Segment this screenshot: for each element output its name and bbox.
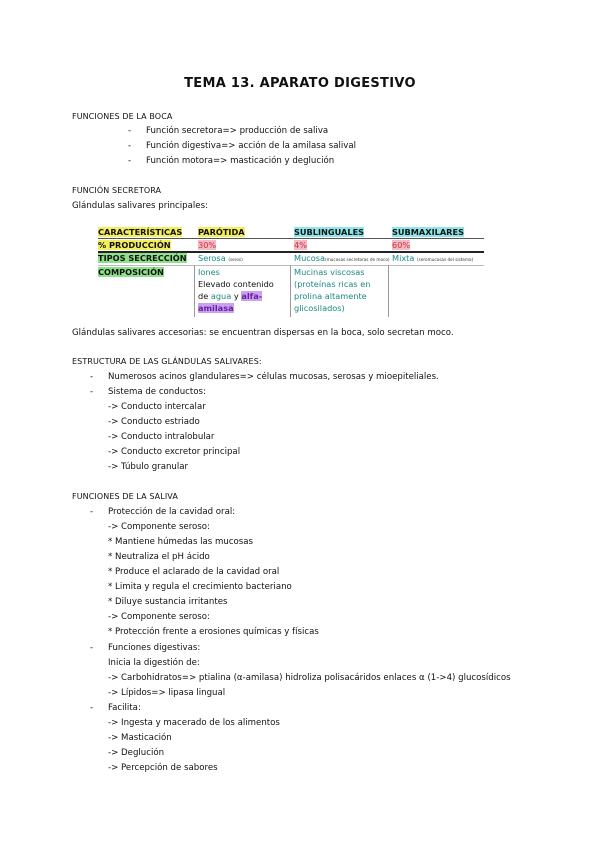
table-rule xyxy=(98,238,484,239)
bullet-dash: - xyxy=(90,703,94,713)
table-cell: de xyxy=(198,291,209,301)
table-note: (mucosas secretoras de moco) xyxy=(325,257,390,262)
proteccion-item: -> Componente seroso: xyxy=(108,522,210,532)
table-cell: 60% xyxy=(392,240,411,250)
table-row-label: CARACTERÍSTICAS xyxy=(98,227,183,237)
table-cell: Mucosa xyxy=(294,253,326,263)
table-cell: (proteínas ricas en xyxy=(294,279,371,289)
digestivas-item: -> Carbohidratos=> ptialina (α-amilasa) hidroliza polisacáridos enlaces α (1->4) glucosídicos xyxy=(108,673,511,683)
table-row-label: % PRODUCCIÓN xyxy=(98,240,171,250)
table-cell: glicosilados) xyxy=(294,303,345,313)
table-cell: prolina altamente xyxy=(294,291,367,301)
table-col-header: SUBMAXILARES xyxy=(392,227,464,237)
table-col-header: SUBLINGUALES xyxy=(294,227,365,237)
table-cell: alfa- xyxy=(241,291,263,301)
section-heading-secretora: FUNCIÓN SECRETORA xyxy=(72,186,162,195)
bullet-dash: - xyxy=(90,372,94,382)
table-cell: amilasa xyxy=(198,303,234,313)
table-row-label: TIPOS SECRECCIÓN xyxy=(98,253,187,263)
table-row-label: COMPOSICIÓN xyxy=(98,267,164,277)
conducto-item: -> Conducto intralobular xyxy=(108,432,215,442)
table-cell: Iones xyxy=(198,267,220,277)
proteccion-item: * Produce el aclarado de la cavidad oral xyxy=(108,567,280,577)
conducto-item: -> Conducto intercalar xyxy=(108,402,206,412)
facilita-item: -> Ingesta y macerado de los alimentos xyxy=(108,718,280,728)
page-title: TEMA 13. APARATO DIGESTIVO xyxy=(184,76,416,91)
table-cell: Serosa xyxy=(198,253,226,263)
proteccion-item: * Limita y regula el crecimiento bacteriano xyxy=(108,582,292,592)
bullet-dash: - xyxy=(128,141,132,151)
proteccion-item: * Diluye sustancia irritantes xyxy=(108,597,228,607)
conducto-item: -> Conducto estriado xyxy=(108,417,200,427)
boca-item: Función motora=> masticación y deglución xyxy=(146,156,335,166)
table-vrule xyxy=(194,265,195,317)
saliva-subsection: Protección de la cavidad oral: xyxy=(108,507,236,517)
table-cell: Mixta xyxy=(392,253,415,263)
bullet-dash: - xyxy=(90,387,94,397)
table-cell: 4% xyxy=(294,240,307,250)
table-cell: agua xyxy=(210,291,232,301)
table-rule xyxy=(98,265,484,266)
proteccion-item: * Protección frente a erosiones químicas y físicas xyxy=(108,627,319,637)
digestivas-item: -> Lípidos=> lipasa lingual xyxy=(108,688,226,698)
proteccion-item: * Mantiene húmedas las mucosas xyxy=(108,537,254,547)
section-heading-saliva: FUNCIONES DE LA SALIVA xyxy=(72,492,178,501)
conducto-item: -> Conducto excretor principal xyxy=(108,447,241,457)
facilita-item: -> Deglución xyxy=(108,748,165,758)
subheading-glandulas: Glándulas salivares principales: xyxy=(72,201,208,211)
estructura-item: Numerosos acinos glandulares=> células mucosas, serosas y mioepiteliales. xyxy=(108,372,439,382)
estructura-item: Sistema de conductos: xyxy=(108,387,206,397)
table-cell: Mucinas viscosas xyxy=(294,267,365,277)
bullet-dash: - xyxy=(90,507,94,517)
section-heading-boca: FUNCIONES DE LA BOCA xyxy=(72,112,173,121)
saliva-subsection: Funciones digestivas: xyxy=(108,643,201,653)
bullet-dash: - xyxy=(90,643,94,653)
accesorias-text: Glándulas salivares accesorias: se encuentran dispersas en la boca, solo secretan moco. xyxy=(72,328,454,338)
table-note: (seros) xyxy=(228,257,243,262)
saliva-subsection: Facilita: xyxy=(108,703,141,713)
table-note: (seromucosas del sistema) xyxy=(417,257,474,262)
facilita-item: -> Masticación xyxy=(108,733,172,743)
table-cell: y xyxy=(233,291,239,301)
facilita-item: -> Percepción de sabores xyxy=(108,763,218,773)
boca-item: Función secretora=> producción de saliva xyxy=(146,126,329,136)
conducto-item: -> Túbulo granular xyxy=(108,462,189,472)
boca-item: Función digestiva=> acción de la amilasa salival xyxy=(146,141,357,151)
table-vrule xyxy=(388,265,389,317)
table-col-header: PARÓTIDA xyxy=(198,227,245,237)
table-vrule xyxy=(290,265,291,317)
bullet-dash: - xyxy=(128,126,132,136)
proteccion-item: -> Componente seroso: xyxy=(108,612,210,622)
proteccion-item: * Neutraliza el pH ácido xyxy=(108,552,210,562)
bullet-dash: - xyxy=(128,156,132,166)
table-cell: Elevado contenido xyxy=(198,279,274,289)
digestivas-intro: Inicia la digestión de: xyxy=(108,658,200,668)
section-heading-estructura: ESTRUCTURA DE LAS GLÁNDULAS SALIVARES: xyxy=(72,357,262,366)
table-cell: 30% xyxy=(198,240,217,250)
